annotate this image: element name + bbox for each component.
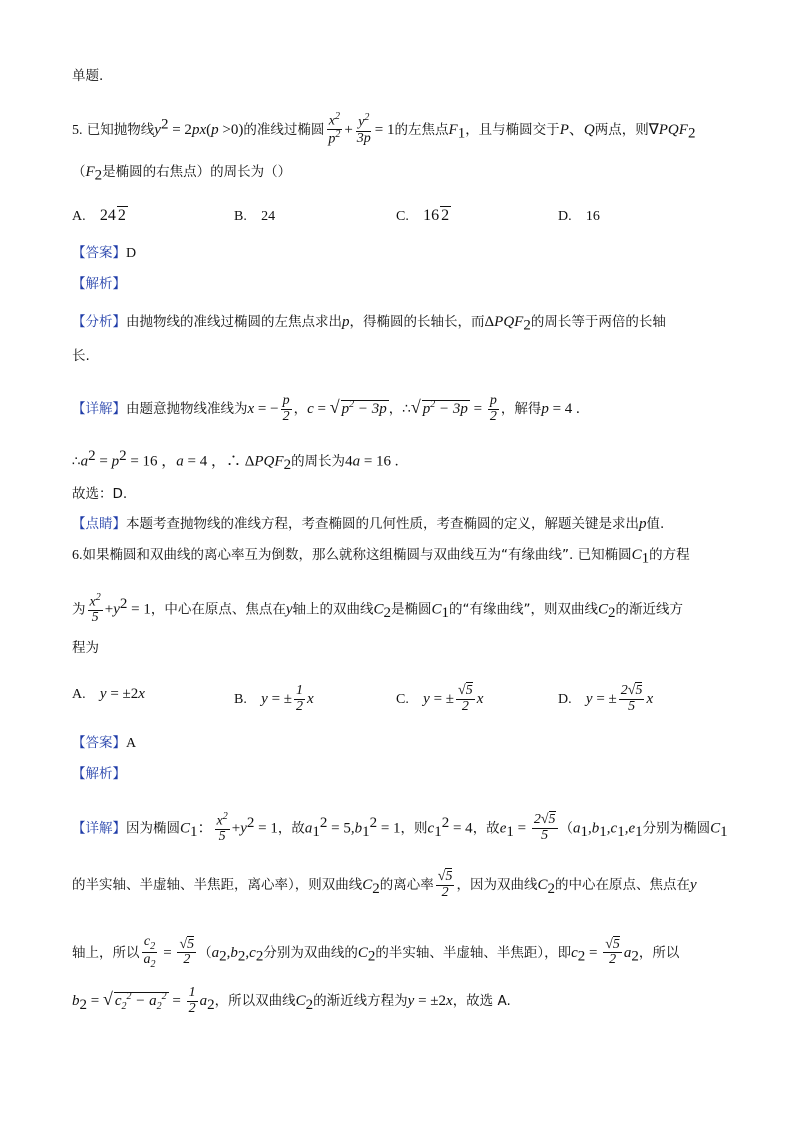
q6-stem-e: 轴上的双曲线 xyxy=(292,601,374,618)
q6-detail-c: ，则 xyxy=(400,820,428,837)
q6-option-c: C. y = ± $\frac{√5}{2}$ x xyxy=(396,683,484,714)
q5-analysis-tag: 【解析】 xyxy=(72,276,126,292)
q5-detail-e: ∴ xyxy=(72,453,81,470)
q5-option-c-letter: C. xyxy=(396,209,409,224)
q6-option-b: B. y = ± $\frac{1}{2}$ x xyxy=(234,683,314,714)
q5-option-b-letter: B. xyxy=(234,209,247,224)
q5-fenxi-line2: 长. xyxy=(72,348,90,364)
q6-stem-f: 是椭圆 xyxy=(391,601,432,618)
q5-analysis-label xyxy=(72,274,126,294)
q5-option-b xyxy=(234,206,275,227)
q6-stem-line2: 为 $\frac{x^2}{5}$ $+y^2 = 1$，中心在原点、焦点在y轴上的双曲线$C_2$是椭圆$C_1$的“有缘曲线”，则双曲线$C_2$的渐近线方 xyxy=(72,592,684,626)
q6-stem-b: 的方程 xyxy=(649,547,690,563)
q5-detail-b: ， xyxy=(293,401,308,418)
q6-detail-a: 因为椭圆 xyxy=(126,820,180,837)
q5-stem-b: 的准线过椭圆 xyxy=(243,121,325,138)
q5-option-b-value: 24 xyxy=(261,209,276,224)
q6-answer-label: 【答案】 xyxy=(72,735,126,751)
q6-detail-line1: 【详解】因为椭圆$C_1$： $\frac{x^2}{5}$ $+y^2 = 1$，故$a_1^2 = 5,b_1^2 = 1$，则$c_1^2 = 4$，故$e_1$ = $\frac{2√5}{5}$ （$a_1,b_1,c_1,e_1$分别为椭圆$C_1$ xyxy=(72,811,728,845)
q6-detail-l: （ xyxy=(198,944,212,961)
q5-stem-line1: 5. 已知抛物线$y^2 = 2px(p >0)$的准线过椭圆 $\frac{x^2}{p^2}$ + $\frac{y^2}{3p}$ = 1的左焦点$F_1$，且与椭圆交于P、Q两点，则$\nabla PQF_2$ xyxy=(72,111,696,147)
q6-option-b-letter: B. xyxy=(234,692,247,708)
q5-fenxi-tag: 【分析】 xyxy=(72,314,126,330)
q6-number: 6. xyxy=(72,548,83,563)
q5-answer-value: D xyxy=(126,246,137,261)
q6-detail-k: 轴上，所以 xyxy=(72,944,140,961)
q6-analysis-label xyxy=(72,764,126,784)
q6-detail-d: ，故 xyxy=(472,820,500,837)
q6-stem-c: 为 xyxy=(72,601,86,618)
q5-answer-label: 【答案】 xyxy=(72,245,126,261)
q5-stem-line2: （$F_2$是椭圆的右焦点）的周长为（） xyxy=(72,164,292,184)
q6-detail-line2: 的半实轴、半虚轴、半焦距，离心率），则双曲线$C_2$的离心率 $\frac{√5}{2}$ ，因为双曲线$C_2$的中心在原点、焦点在y xyxy=(72,869,697,900)
q5-comment-b: 值. xyxy=(646,516,665,532)
q6-detail-g: 的半实轴、半虚轴、半焦距，离心率），则双曲线 xyxy=(72,877,363,894)
q6-stem-a: 如果椭圆和双曲线的离心率互为倒数，那么就称这组椭圆与双曲线互为“有缘曲线”. 已知椭圆 xyxy=(82,547,632,563)
q6-detail-m: 分别为双曲线的 xyxy=(263,944,358,961)
q5-detail-c: ，∴ xyxy=(388,401,411,418)
q5-stem-a: 已知抛物线 xyxy=(86,121,155,138)
q6-detail-i: ，因为双曲线 xyxy=(456,877,538,894)
q6-option-a-letter: A. xyxy=(72,687,86,702)
q6-detail-r: ，故选 A. xyxy=(452,993,511,1010)
q5-ellipse-term2: $\frac{y^2}{3p}$ xyxy=(356,112,371,146)
q5-comment: 【点睛】本题考查抛物线的准线方程，考查椭圆的几何性质，考查椭圆的定义，解题关键是求出p值. xyxy=(72,516,665,532)
q5-option-a-letter: A. xyxy=(72,209,86,224)
q6-detail-line3: 轴上，所以 $\frac{c_2}{a_2}$ = $\frac{√5}{2}$ （$a_2,b_2,c_2$分别为双曲线的$C_2$的半实轴、半虚轴、半焦距），即$c_2$ = $\frac{√5}{2}$ $a_2$，所以 xyxy=(72,934,680,971)
q5-detail-f: 的周长为 xyxy=(291,453,346,470)
q6-analysis-tag: 【解析】 xyxy=(72,766,126,782)
q6-stem-h: 的渐近线方 xyxy=(615,601,684,618)
q5-conclusion: 故选：D. xyxy=(72,486,128,502)
q5-detail-a: 由题意抛物线准线为 xyxy=(126,401,248,418)
q6-detail-e: （ xyxy=(559,820,574,837)
q6-stem-d: ，中心在原点、焦点在 xyxy=(150,601,286,618)
q6-detail-tag: 【详解】 xyxy=(72,820,126,837)
q6-answer xyxy=(72,733,136,754)
q6-detail-f: 分别为椭圆 xyxy=(642,820,711,837)
q5-stem-e: 两点，则 xyxy=(594,121,649,138)
q5-fenxi-a: 由抛物线的准线过椭圆的左焦点求出 xyxy=(126,314,342,330)
q5-fenxi-line1: 【分析】由抛物线的准线过椭圆的左焦点求出p，得椭圆的长轴长，而$\Delta PQF_2$的周长等于两倍的长轴 xyxy=(72,314,666,334)
q5-comment-a: 本题考查抛物线的准线方程，考查椭圆的几何性质，考查椭圆的定义，解题关键是求出 xyxy=(126,516,639,532)
q5-stem-g: 是椭圆的右焦点）的周长为（） xyxy=(102,164,292,180)
q6-answer-value: A xyxy=(126,736,137,751)
q6-stem-line3: 程为 xyxy=(72,640,99,656)
q6-detail-h: 的离心率 xyxy=(379,877,434,894)
q5-fenxi-b: ，得椭圆的长轴长，而 xyxy=(349,314,485,330)
q5-option-d-value: 16 xyxy=(585,209,600,224)
q6-stem-g: 的“有缘曲线”，则双曲线 xyxy=(449,601,599,618)
q5-comment-tag: 【点睛】 xyxy=(72,516,126,532)
q6-detail-p: ，所以双曲线 xyxy=(214,993,296,1010)
q5-detail-line1: 【详解】由题意抛物线准线为x = − $\frac{p}{2}$ ，c = √ $p^2 - 3p$ ，∴√ $p^2 - 3p$ = $\frac{p}{2}$ ，解得p = 4 . xyxy=(72,393,580,424)
q6-detail-j: 的中心在原点、焦点在 xyxy=(554,877,690,894)
q6-option-c-letter: C. xyxy=(396,692,409,708)
q5-stem-d: ，且与椭圆交于 xyxy=(465,121,560,138)
q6-detail-q: 的渐近线方程为 xyxy=(313,993,408,1010)
q5-ellipse-term1: $\frac{x^2}{p^2}$ xyxy=(328,111,341,147)
q5-fenxi-c: 的周长等于两倍的长轴 xyxy=(530,314,666,330)
q5-option-c: C. 16 2 xyxy=(396,207,450,224)
q6-detail-o: ，所以 xyxy=(638,944,680,961)
q5-stem-c: 的左焦点 xyxy=(394,121,449,138)
q5-number: 5. xyxy=(72,122,83,138)
q6-option-d: D. y = ± $\frac{2√5}{5}$ x xyxy=(558,683,654,714)
top-fragment: 单题. xyxy=(72,68,104,84)
q6-detail-b: ，故 xyxy=(277,820,305,837)
q5-option-a: A. 24 2 xyxy=(72,207,126,224)
q5-detail-tag: 【详解】 xyxy=(72,401,126,418)
q5-detail-d: ，解得 xyxy=(500,401,542,418)
q6-detail-line4: $b_2$ = √ $c_2^2 - a_2^2$ = $\frac{1}{2}$ $a_2$，所以双曲线$C_2$的渐近线方程为y = ±2x，故选 A. xyxy=(72,985,511,1016)
q6-stem-line1: 6.如果椭圆和双曲线的离心率互为倒数，那么就称这组椭圆与双曲线互为“有缘曲线”. 已知椭圆$C_1$的方程 xyxy=(72,547,690,567)
q5-option-d-letter: D. xyxy=(558,209,572,224)
q5-stem-f: （ xyxy=(72,164,86,180)
q5-detail-line2: $\therefore a^2 = p^2 = 16$ ，a = 4 ，∴ $\Delta PQF_2$的周长为4a = 16 . xyxy=(72,448,399,474)
q5-option-d xyxy=(558,206,600,227)
q6-option-a: A. y = ±2x xyxy=(72,686,145,702)
q6-detail-n: 的半实轴、半虚轴、半焦距），即 xyxy=(375,944,572,961)
q6-option-d-letter: D. xyxy=(558,692,572,708)
q5-answer xyxy=(72,243,136,264)
